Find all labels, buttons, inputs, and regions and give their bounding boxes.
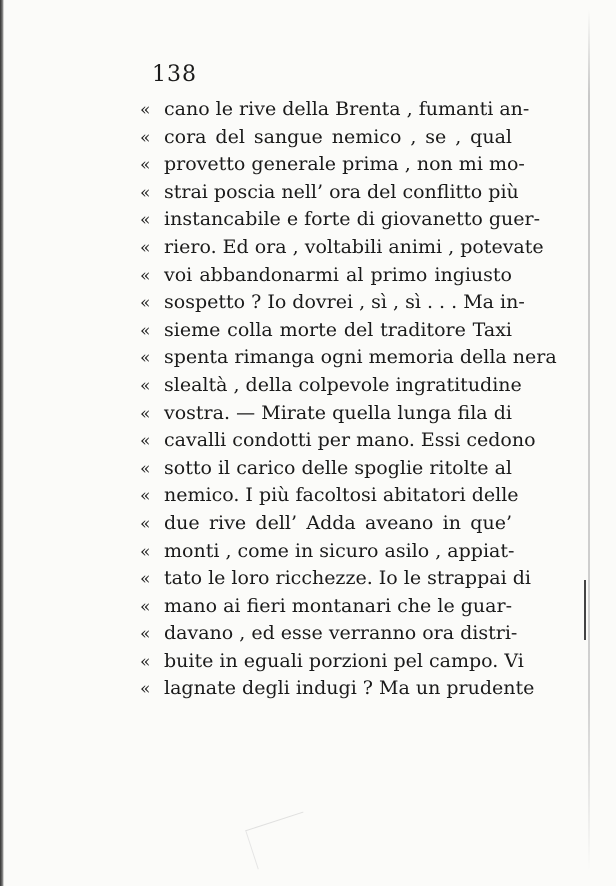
text-line (140, 675, 535, 703)
line-text: strai poscia nell’ ora del conflitto più (164, 180, 519, 203)
quote-mark: « (140, 348, 151, 369)
quote-mark: « (140, 100, 151, 120)
quote-mark: « (140, 293, 151, 314)
line-text: mano ai fieri montanari che le guar- (164, 594, 512, 617)
line-text: riero. Ed ora , voltabili animi , potevate (164, 235, 544, 258)
body-text (140, 96, 557, 703)
text-line (140, 96, 530, 124)
paper-tear-mark (245, 812, 316, 870)
text-line (140, 317, 512, 345)
quote-mark: « (140, 403, 151, 424)
text-line (140, 344, 557, 372)
quote-mark: « (140, 375, 151, 396)
quote-mark: « (140, 458, 151, 479)
text-line (140, 565, 531, 593)
line-text: sotto il carico delle spoglie ritolte al (164, 456, 512, 479)
line-text: cavalli condotti per mano. Essi cedono (164, 429, 536, 452)
quote-mark: « (140, 431, 151, 452)
line-text: davano , ed esse verranno ora distri- (164, 622, 518, 645)
quote-mark: « (140, 127, 151, 148)
text-line (140, 620, 518, 648)
page-edge-mark (584, 580, 586, 640)
quote-mark: « (140, 320, 151, 341)
text-line (140, 124, 512, 152)
line-text: lagnate degli indugi ? Ma un prudente (164, 677, 535, 700)
text-line (140, 510, 512, 538)
quote-mark: « (140, 486, 151, 507)
quote-mark: « (140, 237, 151, 258)
line-text: buite in eguali porzioni pel campo. Vi (164, 649, 524, 672)
quote-mark: « (140, 679, 151, 700)
line-text: sospetto ? Io dovrei , sì , sì . . . Ma in- (164, 291, 525, 314)
quote-mark: « (140, 541, 151, 562)
line-text: vostra. — Mirate quella lunga fila di (164, 401, 512, 424)
quote-mark: « (140, 624, 151, 645)
quote-mark: « (140, 569, 151, 590)
text-line (140, 262, 512, 290)
text-line (140, 593, 512, 621)
text-line (140, 234, 544, 262)
quote-mark: « (140, 155, 151, 176)
quote-mark: « (140, 265, 151, 286)
text-line (140, 427, 536, 455)
page-number: 138 (152, 62, 197, 87)
text-line (140, 648, 524, 676)
text-line (140, 372, 522, 400)
quote-mark: « (140, 651, 151, 672)
line-text: sieme colla morte del traditore Taxi (164, 318, 512, 341)
page-left-edge (0, 0, 4, 886)
text-line (140, 482, 519, 510)
text-line (140, 179, 519, 207)
line-text: provetto generale prima , non mi mo- (164, 153, 525, 176)
line-text: voi abbandonarmi al primo ingiusto (164, 263, 512, 286)
text-line (140, 151, 525, 179)
text-line (140, 538, 515, 566)
quote-mark: « (140, 210, 151, 231)
line-text: cano le rive della Brenta , fumanti an- (164, 98, 530, 120)
page-fold-line (588, 10, 590, 870)
text-line (140, 455, 512, 483)
quote-mark: « (140, 596, 151, 617)
line-text: nemico. I più facoltosi abitatori delle (164, 484, 519, 507)
line-text: slealtà , della colpevole ingratitudine (164, 373, 522, 396)
quote-mark: « (140, 513, 151, 534)
line-text: cora del sangue nemico , se , qual (164, 125, 512, 148)
line-text: spenta rimanga ogni memoria della nera (164, 346, 557, 369)
text-line (140, 400, 512, 428)
line-text: tato le loro ricchezze. Io le strappai di (164, 567, 531, 590)
text-line (140, 289, 525, 317)
text-line (140, 206, 540, 234)
line-text: instancabile e forte di giovanetto guer- (164, 208, 540, 231)
line-text: due rive dell’ Adda aveano in que’ (164, 511, 512, 534)
quote-mark: « (140, 182, 151, 203)
line-text: monti , come in sicuro asilo , appiat- (164, 539, 515, 562)
